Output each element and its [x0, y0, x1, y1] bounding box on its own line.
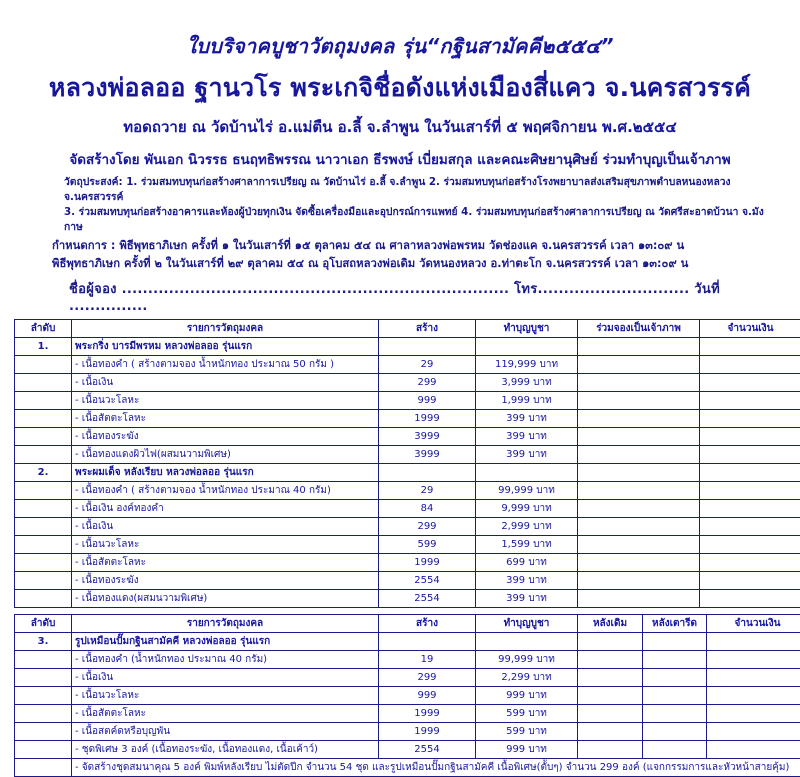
item-back-pressed-input[interactable]: [643, 687, 707, 705]
group-title: พระกริ่ง บารมีพรหม หลวงพ่อลออ รุ่นแรก: [72, 338, 379, 356]
col-header-back-original: หลังเดิม: [578, 615, 643, 633]
item-amount-input[interactable]: [700, 590, 800, 608]
item-amount-input[interactable]: [700, 536, 800, 554]
footer-note: - จัดสร้างชุดสมนาคุณ 5 องค์ พิมพ์หลังเรียบ ไม่ตัดปีก จำนวน 54 ชุด และรูปเหมือนปั๊มกฐินสามัคคี เนื้อพิเศษ(ตัับๆ) จำนวน 299 องค์ (แจกกรรมการและหัวหน้าสายคุ้ม): [72, 759, 800, 777]
item-made: 1999: [379, 723, 476, 741]
item-amount-input[interactable]: [700, 428, 800, 446]
group-amount-blank[interactable]: [700, 338, 800, 356]
item-back-original-input[interactable]: [578, 741, 643, 759]
group-reserve-blank[interactable]: [578, 338, 700, 356]
item-amount-input[interactable]: [700, 392, 800, 410]
item-name: - เนื้อทองแดงผิวไฟ(ผสมนวามพิเศษ): [72, 446, 379, 464]
item-amount-input[interactable]: [700, 554, 800, 572]
col-header-item: รายการวัตถุมงคล: [72, 320, 379, 338]
item-donate: 699 บาท: [476, 554, 578, 572]
item-amount-input[interactable]: [700, 500, 800, 518]
item-made: 19: [379, 651, 476, 669]
item-donate: 1,599 บาท: [476, 536, 578, 554]
item-back-pressed-input[interactable]: [643, 723, 707, 741]
item-donate: 399 บาท: [476, 446, 578, 464]
item-donate: 399 บาท: [476, 590, 578, 608]
item-name: - เนื้อสัตตะโลหะ: [72, 554, 379, 572]
item-reserve-input[interactable]: [578, 590, 700, 608]
col-header-donate: ทำบุญบูชา: [476, 320, 578, 338]
group-number: 3.: [15, 633, 72, 651]
item-back-original-input[interactable]: [578, 705, 643, 723]
item-donate: 2,999 บาท: [476, 518, 578, 536]
item-name: - เนื้อทองคำ ( สร้างตามจอง น้ำหนักทอง ประมาณ 50 กรัม ): [72, 356, 379, 374]
table-row: [15, 687, 800, 705]
table-row: [15, 428, 800, 446]
item-made: 1999: [379, 705, 476, 723]
item-donate: 99,999 บาท: [476, 651, 578, 669]
item-name: - ชุดพิเศษ 3 องค์ (เนื้อทองระฆัง, เนื้อทองแดง, เนื้อเค้าว์): [72, 741, 379, 759]
item-amount-input[interactable]: [707, 723, 800, 741]
purpose-line-2: 3. ร่วมสมทบทุนก่อสร้างอาคารและห้องผู้ป่วยทุกเงิน จัดซื้อเครื่องมือและอุปกรณ์การแพทย์ 4. ร่วมสมทบทุนก่อสร้างศาลาการเปรียญ ณ วัดศรีสะอาดบ้วนา จ.มังกาษ: [14, 205, 786, 234]
table-row: [15, 500, 800, 518]
col-header-donate: ทำบุญบูชา: [476, 615, 578, 633]
item-donate: 999 บาท: [476, 741, 578, 759]
form-title-line1: ใบบริจาคบูชาวัตถุมงคล รุ่น“กฐินสามัคคี๒๕๕๔”: [14, 30, 786, 62]
item-name: - เนื้อทองระฆัง: [72, 572, 379, 590]
group-number: 1.: [15, 338, 72, 356]
col-header-made: สร้าง: [379, 615, 476, 633]
item-reserve-input[interactable]: [578, 536, 700, 554]
item-donate: 2,299 บาท: [476, 669, 578, 687]
table-row: [15, 374, 800, 392]
item-made: 299: [379, 374, 476, 392]
item-amount-input[interactable]: [700, 356, 800, 374]
item-back-original-input[interactable]: [578, 669, 643, 687]
item-donate: 599 บาท: [476, 705, 578, 723]
group-title-row: [15, 338, 800, 356]
group-title: พระผมเด็จ หลังเรียบ หลวงพ่อลออ รุ่นแรก: [72, 464, 379, 482]
item-reserve-input[interactable]: [578, 392, 700, 410]
item-donate: 9,999 บาท: [476, 500, 578, 518]
table-row: [15, 669, 800, 687]
item-amount-input[interactable]: [707, 687, 800, 705]
item-reserve-input[interactable]: [578, 356, 700, 374]
group-title-row: [15, 464, 800, 482]
group-number: 2.: [15, 464, 72, 482]
schedule-line-2: พิธีพุทธาภิเษก ครั้งที่ ๒ ในวันเสาร์ที่ ๒๙ ตุลาคม ๕๔ ณ อุโบสถหลวงพ่อเดิม วัดหนองหลวง อ.ท่าตะโก จ.นครสวรรค์ เวลา ๑๓:๐๙ น: [14, 256, 786, 272]
item-name: - เนื้อนวะโลหะ: [72, 536, 379, 554]
group-made-blank: [379, 338, 476, 356]
table-row: [15, 482, 800, 500]
item-donate: 399 บาท: [476, 428, 578, 446]
item-made: 599: [379, 536, 476, 554]
item-donate: 399 บาท: [476, 410, 578, 428]
item-donate: 1,999 บาท: [476, 392, 578, 410]
item-made: 299: [379, 669, 476, 687]
item-made: 84: [379, 500, 476, 518]
item-made: 1999: [379, 410, 476, 428]
item-name: - เนื้อเงิน: [72, 518, 379, 536]
table-row: [15, 446, 800, 464]
item-amount-input[interactable]: [707, 741, 800, 759]
item-reserve-input[interactable]: [578, 428, 700, 446]
table-row: [15, 705, 800, 723]
table-row: [15, 741, 800, 759]
col-header-no: ลำดับ: [15, 320, 72, 338]
item-back-pressed-input[interactable]: [643, 669, 707, 687]
form-subtitle-location: ทอดถวาย ณ วัดบ้านไร่ อ.แม่ตืน อ.ลี้ จ.ลำพูน ในวันเสาร์ที่ ๕ พฤศจิกายน พ.ศ.๒๕๕๔: [14, 115, 786, 139]
schedule-line-1: กำหนดการ : พิธีพุทธาภิเษก ครั้งที่ ๑ ในวันเสาร์ที่ ๑๕ ตุลาคม ๕๔ ณ ศาลาหลวงพ่อพรหม วัดช่องแค จ.นครสวรรค์ เวลา ๑๓:๐๙ น: [14, 238, 786, 254]
item-donate: 999 บาท: [476, 687, 578, 705]
item-reserve-input[interactable]: [578, 500, 700, 518]
item-donate: 119,999 บาท: [476, 356, 578, 374]
table-row: [15, 356, 800, 374]
item-reserve-input[interactable]: [578, 446, 700, 464]
col-header-back-pressed: หลังเตารีด: [643, 615, 707, 633]
item-made: 3999: [379, 428, 476, 446]
item-back-pressed-input[interactable]: [643, 705, 707, 723]
item-made: 999: [379, 392, 476, 410]
item-name: - เนื้อทองคำ (น้ำหนักทอง ประมาณ 40 กรัม): [72, 651, 379, 669]
col-header-amount: จำนวนเงิน: [707, 615, 800, 633]
item-name: - เนื้อนวะโลหะ: [72, 392, 379, 410]
item-donate: 599 บาท: [476, 723, 578, 741]
table-header-row: [15, 615, 800, 633]
item-name: - เนื้อทองแดง(ผสมนวามพิเศษ): [72, 590, 379, 608]
item-back-pressed-input[interactable]: [643, 651, 707, 669]
table-row: [15, 651, 800, 669]
item-made: 999: [379, 687, 476, 705]
item-made: 2554: [379, 741, 476, 759]
item-amount-input[interactable]: [700, 374, 800, 392]
item-name: - เนื้อทองคำ ( สร้างตามจอง น้ำหนักทอง ประมาณ 40 กรัม): [72, 482, 379, 500]
item-made: 29: [379, 482, 476, 500]
item-donate: 99,999 บาท: [476, 482, 578, 500]
item-back-original-input[interactable]: [578, 687, 643, 705]
item-amount-input[interactable]: [707, 651, 800, 669]
group-title: รูปเหมือนปั๊มกฐินสามัคคี หลวงพ่อลออ รุ่นแรก: [72, 633, 379, 651]
col-header-no: ลำดับ: [15, 615, 72, 633]
item-amount-input[interactable]: [707, 705, 800, 723]
order-table-top: [14, 319, 800, 608]
item-reserve-input[interactable]: [578, 410, 700, 428]
item-reserve-input[interactable]: [578, 572, 700, 590]
item-amount-input[interactable]: [700, 518, 800, 536]
item-made: 2554: [379, 590, 476, 608]
item-made: 2554: [379, 572, 476, 590]
item-reserve-input[interactable]: [578, 482, 700, 500]
item-reserve-input[interactable]: [578, 518, 700, 536]
item-amount-input[interactable]: [700, 410, 800, 428]
item-made: 29: [379, 356, 476, 374]
group-donate-blank: [476, 338, 578, 356]
table-header-row: [15, 320, 800, 338]
item-name: - เนื้อสัตตะโลหะ: [72, 410, 379, 428]
purpose-line-1: วัตถุประสงค์: 1. ร่วมสมทบทุนก่อสร้างศาลาการเปรียญ ณ วัดบ้านไร่ อ.ลี้ จ.ลำพูน 2. ร่วมสมทบทุนก่อสร้างโรงพยาบาลส่งเสริมสุขภาพตำบลหนองหลวง จ.นครสวรรค์: [14, 175, 786, 204]
item-back-original-input[interactable]: [578, 651, 643, 669]
item-amount-input[interactable]: [700, 572, 800, 590]
buyer-info-row: ชื่อผู้จอง .......................................................................... โทร............................. วันที่ ...............: [14, 278, 786, 314]
item-made: 299: [379, 518, 476, 536]
table-row: [15, 536, 800, 554]
table-row: [15, 554, 800, 572]
item-donate: 3,999 บาท: [476, 374, 578, 392]
item-reserve-input[interactable]: [578, 374, 700, 392]
item-back-original-input[interactable]: [578, 723, 643, 741]
group-title-row: [15, 633, 800, 651]
item-back-pressed-input[interactable]: [643, 741, 707, 759]
table-row: [15, 410, 800, 428]
table-row: [15, 723, 800, 741]
table-footer-row: [15, 759, 800, 777]
item-reserve-input[interactable]: [578, 554, 700, 572]
item-made: 1999: [379, 554, 476, 572]
item-name: - เนื้อเงิน: [72, 669, 379, 687]
table-row: [15, 518, 800, 536]
item-amount-input[interactable]: [700, 446, 800, 464]
table-row: [15, 590, 800, 608]
form-organizers: จัดสร้างโดย พันเอก นิวรรธ ธนฤทธิพรรณ นาวาเอก ธีรพงษ์ เบี่ยมสกุล และคณะศิษยานุศิษย์ ร่วมทำบุญเป็นเจ้าภาพ: [14, 148, 786, 170]
item-donate: 399 บาท: [476, 572, 578, 590]
col-header-reserve: ร่วมจองเป็นเจ้าภาพ: [578, 320, 700, 338]
col-header-item: รายการวัตถุมงคล: [72, 615, 379, 633]
item-amount-input[interactable]: [707, 669, 800, 687]
item-name: - เนื้อเงิน: [72, 374, 379, 392]
item-amount-input[interactable]: [700, 482, 800, 500]
table-row: [15, 572, 800, 590]
donation-form-page: [0, 30, 800, 671]
item-name: - เนื้อเงิน องค์ทองคำ: [72, 500, 379, 518]
item-made: 3999: [379, 446, 476, 464]
col-header-made: สร้าง: [379, 320, 476, 338]
item-name: - เนื้อสตค์ดหรือบุญพัน: [72, 723, 379, 741]
item-name: - เนื้อนวะโลหะ: [72, 687, 379, 705]
item-name: - เนื้อทองระฆัง: [72, 428, 379, 446]
item-name: - เนื้อสัตตะโลหะ: [72, 705, 379, 723]
order-table-bottom: [14, 614, 800, 777]
col-header-amount: จำนวนเงิน: [700, 320, 800, 338]
form-title-line2: หลวงพ่อลออ ฐานวโร พระเกจิชื่อดังแห่งเมืองสี่แคว จ.นครสวรรค์: [14, 68, 786, 108]
table-row: [15, 392, 800, 410]
